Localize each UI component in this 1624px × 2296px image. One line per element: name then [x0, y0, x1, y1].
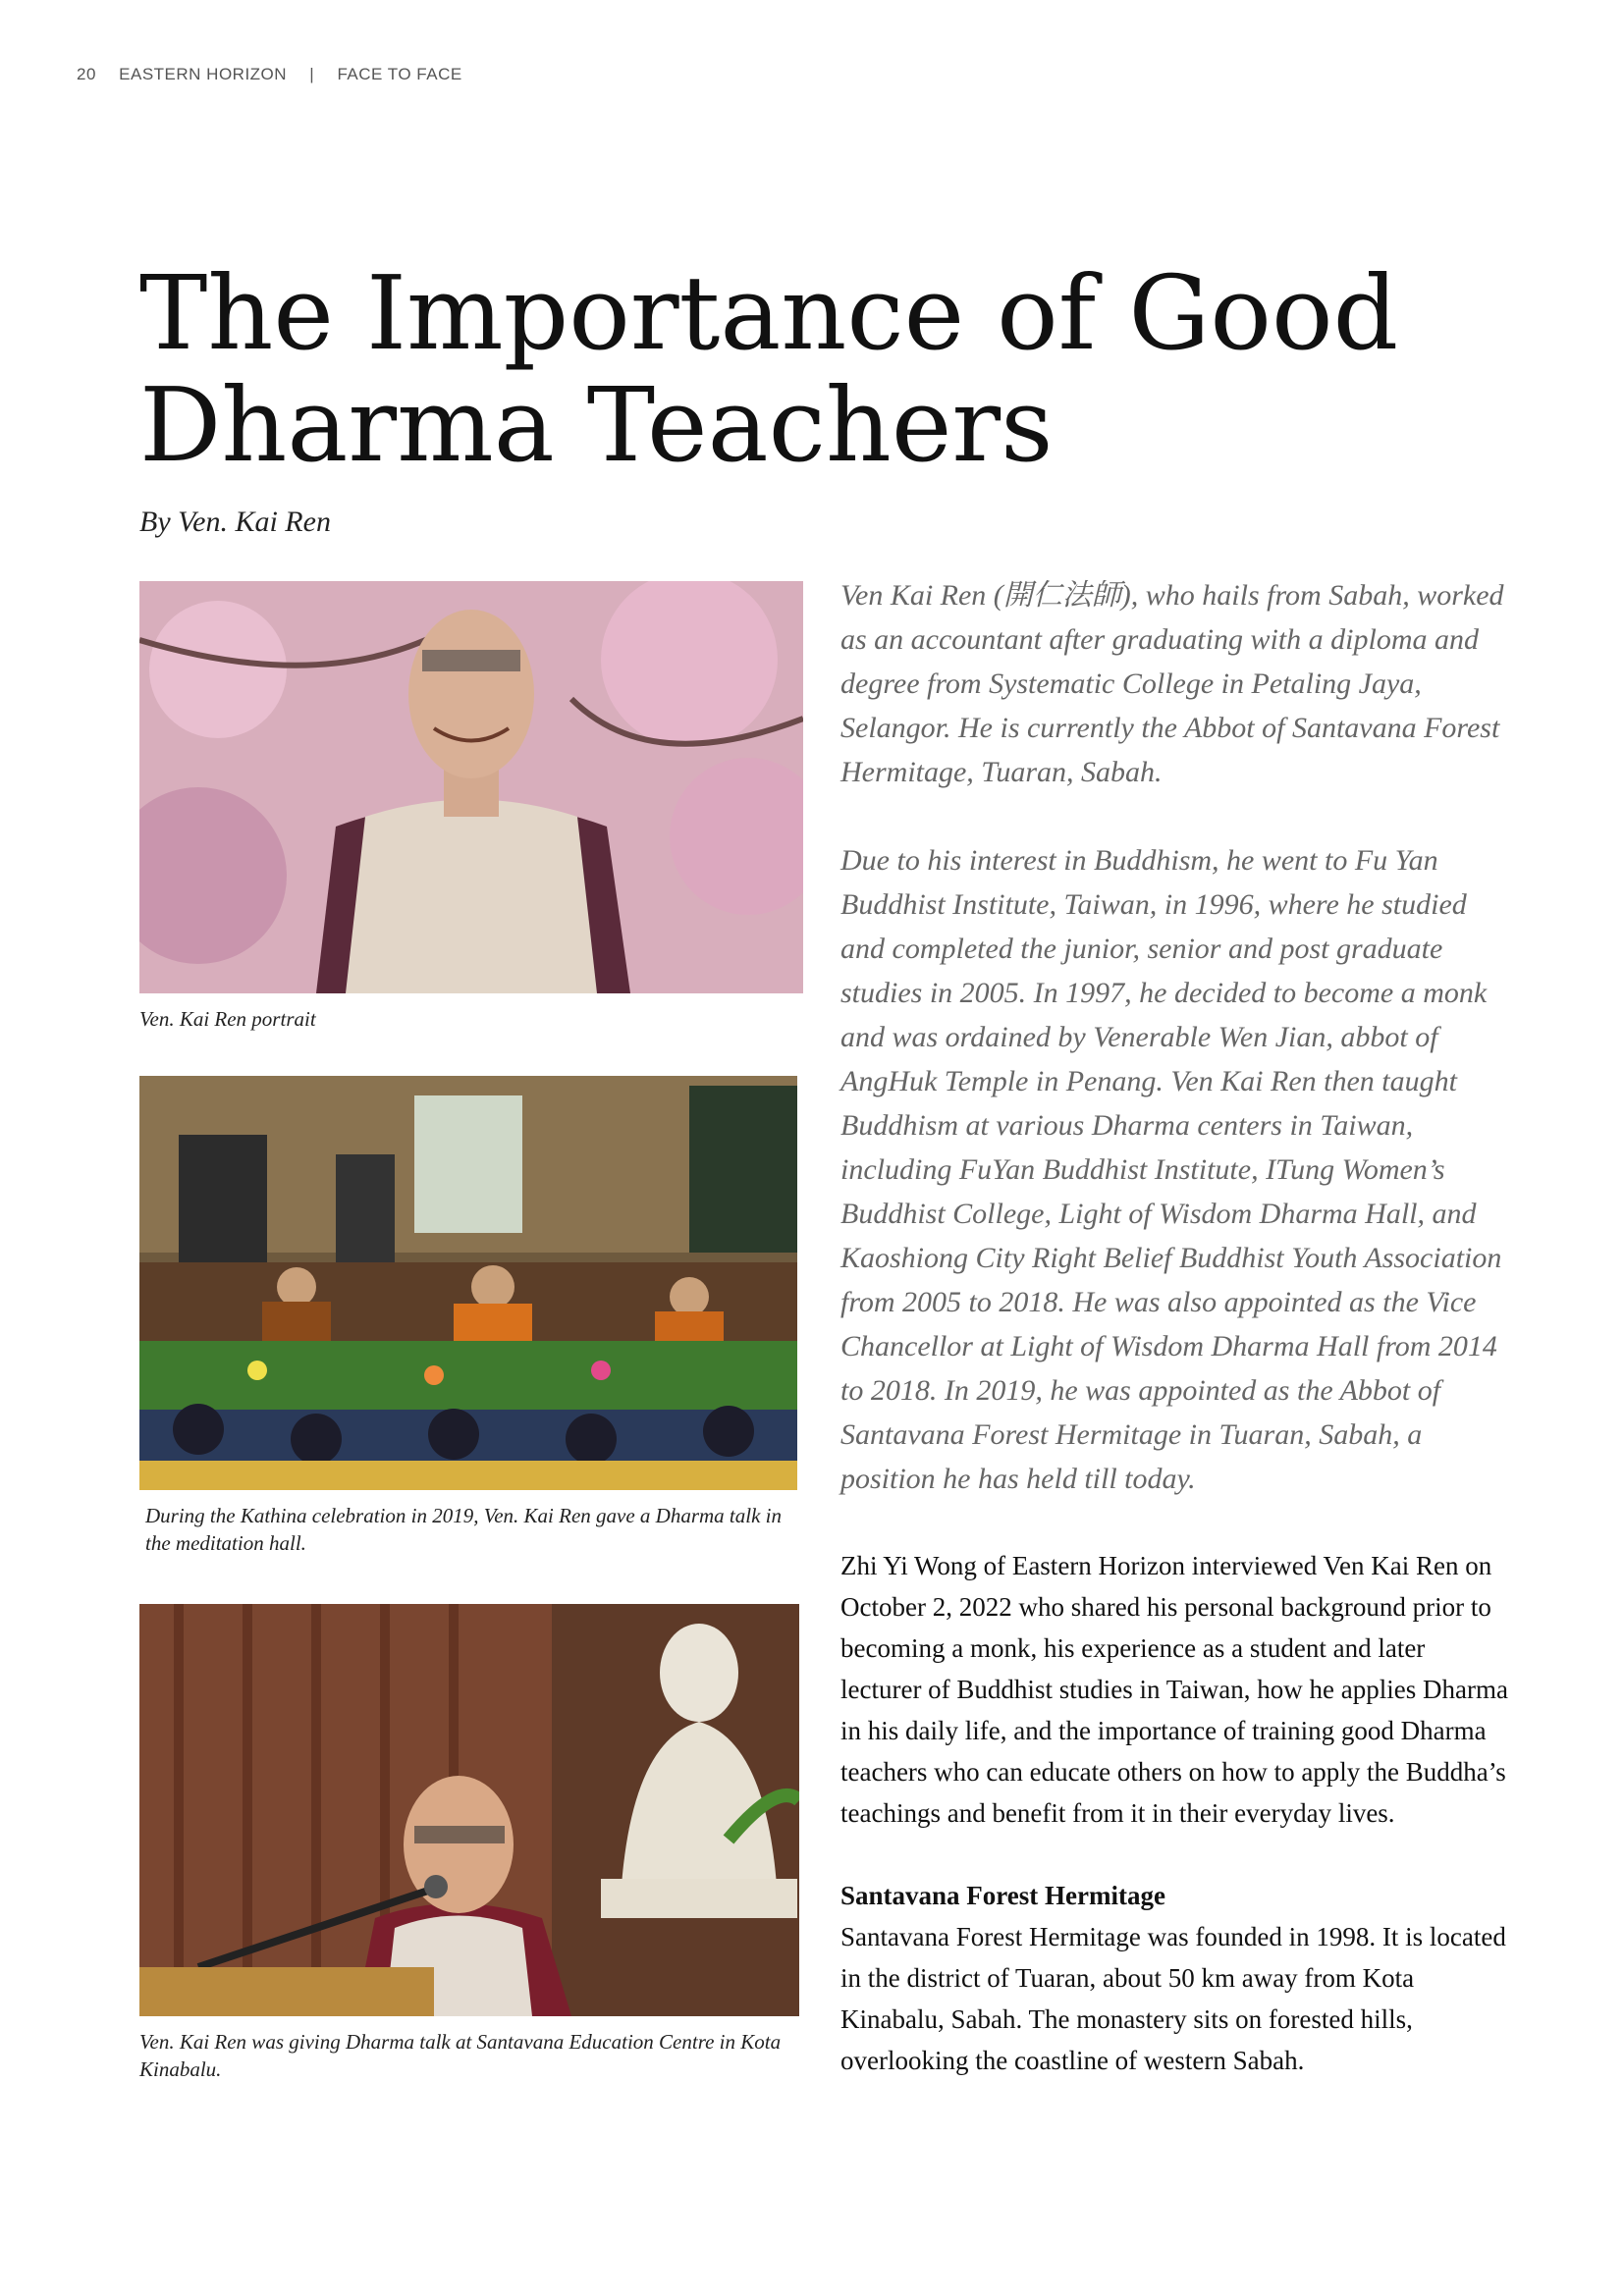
page-number: 20 — [77, 65, 96, 83]
byline: By Ven. Kai Ren — [139, 506, 331, 538]
body-paragraph-2: Santavana Forest Hermitage was founded in 1998. It is located in the district of Tuaran, about 50 km away from Kota Kinabalu, Sabah. The monastery sits on forested hills, overlooking the coastline of western Sabah. — [840, 1922, 1506, 2075]
kathina-caption: During the Kathina celebration in 2019, Ven. Kai Ren gave a Dharma talk in the meditation hall. — [145, 1504, 783, 1555]
publication-name: EASTERN HORIZON — [119, 65, 288, 83]
intro-paragraph-2: Due to his interest in Buddhism, he went to Fu Yan Buddhist Institute, Taiwan, in 1996, where he studied and completed the junior, senior and post graduate studies in 2005. In 1997, he decided to become a monk and was ordained by Venerable Wen Jian, abbot of AngHuk Temple in Penang. Ven Kai Ren then taught Buddhism at various Dharma centers in Taiwan, including FuYan Buddhist Institute, ITung Women’s Buddhist College, Light of Wisdom Dharma Hall, and Kaoshiong City Right Belief Buddhist Youth Association from 2005 to 2018. He was also appointed as the Vice Chancellor at Light of Wisdom Dharma Hall from 2014 to 2018. In 2019, he was appointed as the Abbot of Santavana Forest Hermitage in Tuaran, Sabah, a position he has held till today. — [840, 844, 1502, 1495]
kathina-photo — [139, 1076, 797, 1490]
title-line-1: The Importance of Good — [139, 253, 1399, 373]
dharma-talk-photo — [139, 1604, 799, 2016]
article-title — [139, 253, 1416, 485]
portrait-photo — [139, 581, 803, 993]
article-body-column — [840, 573, 1508, 2122]
header-separator: | — [309, 65, 315, 83]
title-line-2: Dharma Teachers — [139, 365, 1054, 485]
section-subheading: Santavana Forest Hermitage — [840, 1881, 1165, 1910]
dharma-talk-caption: Ven. Kai Ren was giving Dharma talk at Santavana Education Centre in Kota Kinabalu. — [139, 2030, 782, 2081]
running-header — [77, 65, 480, 84]
body-paragraph-1: Zhi Yi Wong of Eastern Horizon interviewed Ven Kai Ren on October 2, 2022 who shared his personal background prior to becoming a monk, his experience as a student and later lecturer of Buddhist studies in Taiwan, how he applies Dharma in his daily life, and the importance of training good Dharma teachers who can educate others on how to apply the Buddha’s teachings and benefit from it in their everyday lives. — [840, 1551, 1508, 1828]
portrait-caption: Ven. Kai Ren portrait — [139, 1007, 316, 1031]
intro-paragraph-1: Ven Kai Ren (開仁法師), who hails from Sabah, worked as an accountant after graduating with a diploma and degree from Systematic College in Petaling Jaya, Selangor. He is currently the Abbot of Santavana Forest Hermitage, Tuaran, Sabah. — [840, 579, 1504, 788]
section-name: FACE TO FACE — [337, 65, 462, 83]
